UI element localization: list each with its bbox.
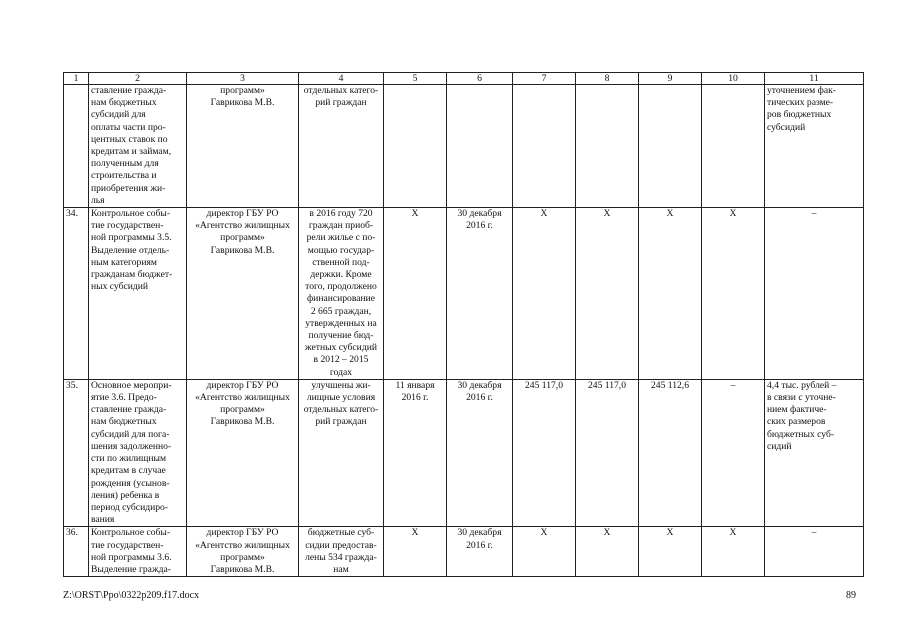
cell-line: «Агентство жилищных — [195, 539, 290, 551]
cell-line: граждан приоб- — [308, 220, 374, 232]
executor-cell — [187, 85, 299, 208]
row-number-cell: 34. — [64, 208, 89, 380]
cell-line: программ» — [220, 85, 265, 96]
cell-line: ских размеров — [767, 416, 826, 428]
cell-line: 2016 г. — [466, 220, 493, 232]
planned-amount-cell: 245 117,0 — [513, 379, 576, 526]
cell-line: в 2016 году 720 — [309, 208, 373, 220]
cell-line: 2016 г. — [401, 392, 429, 404]
table-row — [64, 85, 864, 208]
cell-line: ственной под- — [312, 256, 370, 268]
column-number: 2 — [89, 73, 187, 85]
cell-line: центных ставок по — [91, 133, 168, 145]
cell-line: сидий — [767, 440, 792, 452]
cell-line: ных субсидий — [91, 281, 149, 293]
contracted-amount-cell: Х — [702, 527, 765, 577]
end-date-cell — [447, 527, 513, 577]
cell-line: субсидий — [767, 121, 806, 133]
cell-line: 2016 г. — [466, 392, 493, 404]
cell-line: Гаврикова М.В. — [210, 244, 275, 256]
column-number: 10 — [702, 73, 765, 85]
cell-line: годах — [329, 366, 353, 378]
cell-line: лены 534 гражда- — [305, 551, 377, 563]
start-date-cell — [384, 379, 447, 526]
note-cell — [765, 379, 864, 526]
document-path: Z:\ORST\Ppo\0322p209.f17.docx — [63, 590, 200, 601]
cell-line: рий граждан — [315, 416, 367, 428]
table-row — [64, 527, 864, 577]
cell-line: программ» — [220, 232, 265, 244]
column-number: 6 — [447, 73, 513, 85]
row-number-cell: 36. — [64, 527, 89, 577]
cell-line: ления) ребенка в — [91, 489, 160, 501]
planned-amount-cell — [513, 85, 576, 208]
cell-line: Контрольное собы- — [91, 208, 171, 220]
column-number: 3 — [187, 73, 299, 85]
contracted-amount-cell: Х — [702, 208, 765, 380]
cell-line: ной программы 3.6. — [91, 551, 172, 563]
column-number: 9 — [639, 73, 702, 85]
cell-line: ятие 3.6. Предо- — [91, 392, 157, 404]
cell-line: директор ГБУ РО — [206, 379, 279, 391]
cell-line: Выделение гражда- — [91, 563, 171, 575]
actual-amount-cell — [576, 85, 639, 208]
cell-line: в 2012 – 2015 — [313, 354, 369, 366]
cell-line: Гаврикова М.В. — [210, 416, 275, 428]
executor-cell — [187, 208, 299, 380]
cell-line: «Агентство жилищных — [195, 220, 290, 232]
cell-line: того, продолжено — [305, 281, 377, 293]
cell-line: субсидий для — [91, 109, 146, 121]
table-row — [64, 379, 864, 526]
cell-line: строительства и — [91, 170, 157, 182]
table-row — [64, 208, 864, 380]
cell-line: сидии предостав- — [305, 539, 377, 551]
cell-line: лищные условия — [306, 392, 376, 404]
cell-line: финансирование — [306, 293, 376, 305]
cell-line: бюджетные суб- — [307, 527, 375, 539]
cell-line: сти по жилищным — [91, 453, 167, 465]
report-table — [63, 72, 864, 577]
cell-line: ставление гражда- — [91, 85, 167, 96]
cell-line: – — [811, 208, 817, 220]
cell-line: бюджетных суб- — [767, 428, 835, 440]
cell-line: оплаты части про- — [91, 121, 166, 133]
cell-line: ной программы 3.5. — [91, 232, 172, 244]
column-number: 11 — [765, 73, 864, 85]
column-number: 4 — [299, 73, 384, 85]
cell-line: улучшены жи- — [311, 379, 371, 391]
cell-line: рели жилье с по- — [306, 232, 376, 244]
result-cell — [299, 208, 384, 380]
result-cell — [299, 85, 384, 208]
executor-cell — [187, 379, 299, 526]
cell-line: отдельных катего- — [303, 85, 379, 96]
cell-line: полученным для — [91, 158, 159, 170]
cell-line: Гаврикова М.В. — [210, 97, 275, 109]
cell-line: рий граждан — [315, 97, 367, 109]
contracted-amount-cell: – — [702, 379, 765, 526]
cell-line: отдельных катего- — [303, 404, 379, 416]
cell-line: 30 декабря — [457, 208, 502, 220]
cell-line: Х — [411, 527, 419, 539]
cell-line: в связи с уточне- — [767, 392, 836, 404]
cell-line: Выделение отдель- — [91, 244, 170, 256]
column-number: 5 — [384, 73, 447, 85]
end-date-cell — [447, 208, 513, 380]
spent-amount-cell — [639, 85, 702, 208]
cell-line: 30 декабря — [457, 379, 502, 391]
cell-line: директор ГБУ РО — [206, 208, 279, 220]
cell-line: 11 января — [395, 379, 435, 391]
cell-line: нам бюджетных — [91, 97, 157, 109]
result-cell — [299, 379, 384, 526]
spent-amount-cell: Х — [639, 527, 702, 577]
note-cell — [765, 527, 864, 577]
cell-line: шения задолженно- — [91, 440, 172, 452]
cell-line: Гаврикова М.В. — [210, 563, 275, 575]
event-name-cell — [89, 208, 187, 380]
cell-line: 2016 г. — [466, 539, 493, 551]
end-date-cell — [447, 379, 513, 526]
contracted-amount-cell — [702, 85, 765, 208]
column-number: 1 — [64, 73, 89, 85]
page-number: 89 — [846, 590, 856, 601]
planned-amount-cell: Х — [513, 208, 576, 380]
cell-line: Х — [411, 208, 419, 220]
cell-line: рождения (усынов- — [91, 477, 170, 489]
result-cell — [299, 527, 384, 577]
start-date-cell — [384, 85, 447, 208]
cell-line: период субсидиро- — [91, 501, 169, 513]
cell-line: гражданам бюджет- — [91, 269, 173, 281]
cell-line: мощью государ- — [307, 244, 375, 256]
row-number-cell — [64, 85, 89, 208]
cell-line: вания — [91, 514, 115, 526]
note-cell — [765, 208, 864, 380]
cell-line: 4,4 тыс. рублей – — [767, 379, 837, 391]
cell-line: уточнением фак- — [767, 85, 836, 96]
actual-amount-cell: 245 117,0 — [576, 379, 639, 526]
event-name-cell — [89, 379, 187, 526]
cell-line: ным категориям — [91, 256, 157, 268]
cell-line: ров бюджетных — [767, 109, 832, 121]
end-date-cell — [447, 85, 513, 208]
spent-amount-cell: Х — [639, 208, 702, 380]
cell-line: лья — [91, 194, 105, 206]
note-cell — [765, 85, 864, 208]
cell-line: директор ГБУ РО — [206, 527, 279, 539]
cell-line: ставление гражда- — [91, 404, 167, 416]
event-name-cell — [89, 527, 187, 577]
cell-line: кредитам и займам, — [91, 146, 172, 158]
cell-line: кредитам в случае — [91, 465, 166, 477]
cell-line: нам бюджетных — [91, 416, 157, 428]
cell-line: Контрольное собы- — [91, 527, 171, 539]
cell-line: «Агентство жилищных — [195, 392, 290, 404]
cell-line: – — [811, 527, 817, 539]
cell-line: жетных субсидий — [305, 342, 377, 354]
cell-line: тие государствен- — [91, 220, 164, 232]
cell-line: программ» — [220, 551, 265, 563]
event-name-cell — [89, 85, 187, 208]
column-number: 7 — [513, 73, 576, 85]
actual-amount-cell: Х — [576, 527, 639, 577]
cell-line: утвержденных на — [305, 317, 377, 329]
cell-line: нам — [333, 563, 349, 575]
spent-amount-cell: 245 112,6 — [639, 379, 702, 526]
cell-line: тие государствен- — [91, 539, 164, 551]
cell-line: нием фактиче- — [767, 404, 827, 416]
column-number-row — [64, 73, 864, 85]
row-number-cell: 35. — [64, 379, 89, 526]
cell-line: 30 декабря — [457, 527, 502, 539]
cell-line: тических разме- — [767, 97, 834, 109]
cell-line: приобретения жи- — [91, 182, 166, 194]
start-date-cell — [384, 527, 447, 577]
cell-line: Основное меропри- — [91, 379, 172, 391]
cell-line: держки. Кроме — [310, 269, 372, 281]
cell-line: 2 665 граждан, — [310, 305, 372, 317]
executor-cell — [187, 527, 299, 577]
planned-amount-cell: Х — [513, 527, 576, 577]
cell-line: субсидий для пога- — [91, 428, 170, 440]
actual-amount-cell: Х — [576, 208, 639, 380]
cell-line: получение бюд- — [308, 330, 374, 342]
column-number: 8 — [576, 73, 639, 85]
start-date-cell — [384, 208, 447, 380]
cell-line: программ» — [220, 404, 265, 416]
